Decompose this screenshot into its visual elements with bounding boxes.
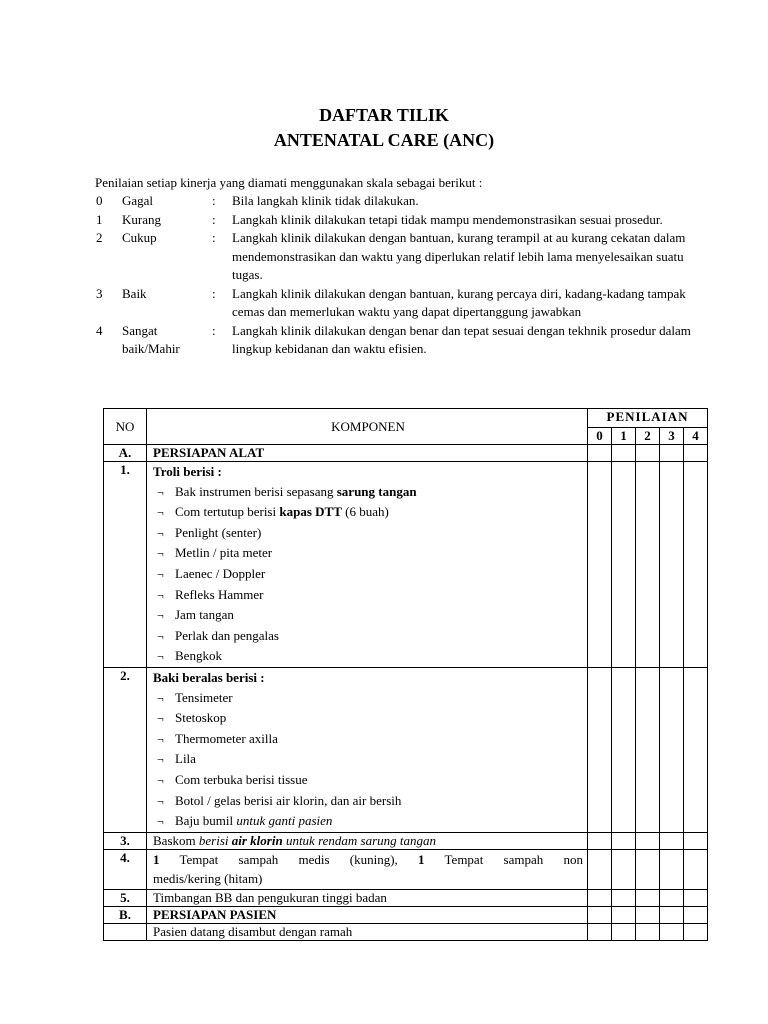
bullet-icon: ¬ [157,649,164,664]
score-0-header: 0 [588,428,612,445]
scale-label: Baik [122,285,147,301]
list-item: ¬ Com tertutup berisi kapas DTT (6 buah) [153,502,583,523]
intro-text: Penilaian setiap kinerja yang diamati menggunakan skala sebagai berikut : [95,175,483,190]
list-item: ¬ Jam tangan [153,605,583,626]
row-heading: Baki beralas berisi : [153,669,265,685]
scale-row [96,229,716,285]
section-a-title: PERSIAPAN ALAT [147,445,588,462]
list-item: ¬ Thermometer axilla [153,729,583,750]
scale-number: 3 [96,285,103,301]
scale-description: Langkah klinik dilakukan dengan bantuan, kurang terampil at au kurang cekatan dalam mendemonstrasikan dan waktu yang diperlukan relatif lebih lama menyelesaikan suatu tugas. [232,230,686,282]
bullet-icon: ¬ [157,505,164,520]
score-2-header: 2 [636,428,660,445]
bullet-icon: ¬ [157,772,164,787]
list-item: ¬ Bak instrumen berisi sepasang sarung tangan [153,482,583,503]
scale-description: Langkah klinik dilakukan dengan bantuan, kurang percaya diri, kadang-kadang tampak cemas dan memerlukan waktu yang dapat dipertanggung jawabkan [232,285,686,319]
list-item: ¬ Botol / gelas berisi air klorin, dan air bersih [153,791,583,812]
scale-colon: : [212,230,216,245]
scale-number: 4 [96,322,103,338]
row-number: 3. [104,832,147,849]
section-row [104,445,708,462]
row-baki [147,667,588,832]
checklist-table [103,408,708,941]
scale-colon: : [212,211,216,227]
table-row [104,923,708,940]
list-item: ¬ Perlak dan pengalas [153,626,583,647]
bullet-icon: ¬ [157,587,164,602]
scale-colon: : [212,322,216,338]
table-row [104,849,708,889]
row-number: 2. [104,667,147,832]
list-item: ¬ Penlight (senter) [153,523,583,544]
scale-label: Kurang [122,211,161,227]
list-item: ¬ Tensimeter [153,688,583,709]
row-number: 1. [104,462,147,668]
row-heading: Troli berisi : [153,464,222,479]
header-penilaian: PENILAIAN [588,409,708,428]
title-line-2: ANTENATAL CARE (ANC) [273,130,495,150]
bullet-icon: ¬ [157,752,164,767]
bullet-icon: ¬ [157,711,164,726]
bullet-icon: ¬ [157,814,164,829]
list-item: ¬ Refleks Hammer [153,585,583,606]
score-1-header: 1 [612,428,636,445]
bullet-icon: ¬ [157,608,164,623]
row-number: 5. [104,889,147,906]
list-item: ¬ Baju bumil untuk ganti pasien [153,811,583,832]
bullet-icon: ¬ [157,731,164,746]
row-tempat-sampah: 1 Tempat sampah medis (kuning), 1 Tempat sampah non medis/kering (hitam) [147,849,588,889]
row-troli [147,462,588,668]
list-item: ¬ Com terbuka berisi tissue [153,770,583,791]
list-item: ¬ Stetoskop [153,708,583,729]
table-row [104,889,708,906]
scale-row [96,322,716,359]
header-komponen: KOMPONEN [147,409,588,445]
scale-colon: : [212,285,216,301]
row-timbangan: Timbangan BB dan pengukuran tinggi badan [147,889,588,906]
scale-description: Langkah klinik dilakukan dengan benar dan tepat sesuai dengan tekhnik prosedur dalam lingkup kebidanan dan waktu efisien. [232,322,691,356]
bullet-icon: ¬ [157,793,164,808]
bullet-icon: ¬ [157,628,164,643]
scale-colon: : [212,193,216,208]
list-item: ¬ Lila [153,749,583,770]
scale-description: Bila langkah klinik tidak dilakukan. [232,193,419,208]
list-item: ¬ Metlin / pita meter [153,543,583,564]
section-a-no: A. [104,445,147,462]
scale-label: Cukup [122,230,157,245]
scale-label: Sangat baik/Mahir [122,322,180,356]
title-line-1: DAFTAR TILIK [319,105,449,125]
header-no: NO [104,409,147,445]
bullet-icon: ¬ [157,546,164,561]
score-3-header: 3 [660,428,684,445]
scale-label: Gagal [122,193,154,208]
scale-number: 0 [96,193,103,208]
scale-number: 1 [96,211,103,227]
bullet-icon: ¬ [157,484,164,499]
scale-number: 2 [96,230,103,245]
bullet-icon: ¬ [157,690,164,705]
list-item: ¬ Laenec / Doppler [153,564,583,585]
row-sambut: Pasien datang disambut dengan ramah [147,923,588,940]
scale-row [96,192,716,211]
bullet-icon: ¬ [157,566,164,581]
table-row [104,462,708,668]
section-b-no: B. [104,906,147,923]
section-row [104,906,708,923]
section-b-title: PERSIAPAN PASIEN [147,906,588,923]
list-item: ¬ Bengkok [153,646,583,667]
scale-legend [96,192,716,359]
score-4-header: 4 [684,428,708,445]
row-baskom: Baskom berisi air klorin untuk rendam sarung tangan [147,832,588,849]
table-row [104,667,708,832]
table-row [104,832,708,849]
bullet-icon: ¬ [157,525,164,540]
row-number: 4. [104,849,147,889]
scale-row [96,211,716,230]
scale-description: Langkah klinik dilakukan tetapi tidak mampu mendemonstrasikan sesuai prosedur. [232,211,663,227]
scale-row [96,285,716,322]
